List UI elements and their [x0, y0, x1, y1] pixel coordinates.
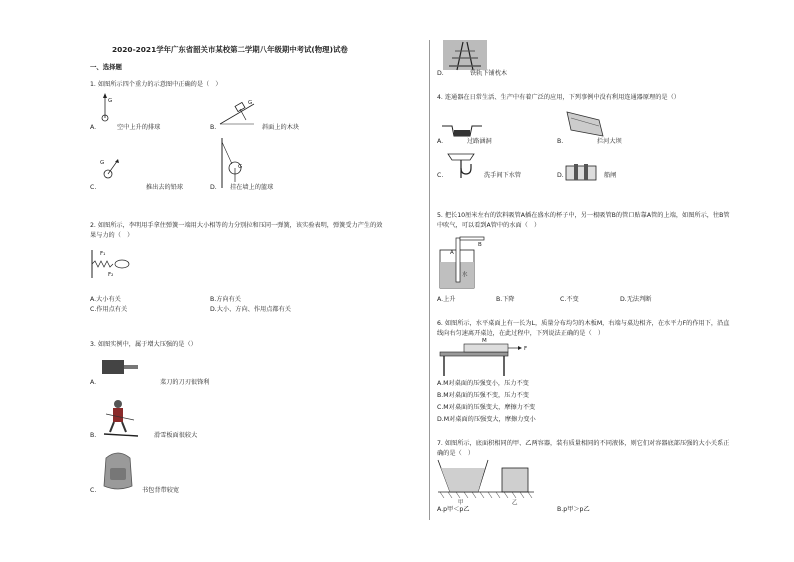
q1-g-label: G [108, 98, 113, 104]
q2-f1-label: F₁ [100, 251, 106, 257]
q3-figure-a [100, 356, 140, 382]
q3-option-c: 书包背带较宽 [142, 487, 180, 494]
q6-f-label: F [524, 346, 528, 352]
q7-option-a: A.p甲＜p乙 [437, 506, 470, 513]
q4-option-b: 拦河大坝 [597, 138, 622, 145]
q1-letter-c: C. [90, 184, 97, 191]
paper-title: 2020-2021学年广东省韶关市某校第二学期八年级期中考试(物理)试卷 [112, 45, 348, 54]
q2-option-b: B.方向有关 [210, 296, 241, 303]
q5-option-c: C.不变 [560, 296, 579, 303]
q6-option-d: D.M对桌面的压强变大，摩擦力变小 [437, 416, 536, 423]
q6-figure [438, 338, 538, 378]
q2-f2-label: F₂ [108, 272, 114, 278]
q4-stem: 4. 连通器在日常生活、生产中有着广泛的应用，下列事例中没有利用连通器原理的是（） [437, 94, 680, 101]
q5-a-label: A [450, 250, 454, 256]
q5-b-label: B [478, 242, 482, 248]
q2-option-a: A.大小有关 [90, 296, 121, 303]
q4-option-a: 过路涵洞 [467, 138, 492, 145]
q7-yi-label: 乙 [512, 500, 518, 506]
q2-option-d: D.大小、方向、作用点都有关 [210, 306, 291, 313]
q6-m-label: M [482, 338, 487, 344]
q1-g-label-b: G [248, 100, 253, 106]
q6-option-c: C.M对桌面的压强变大，摩擦力不变 [437, 404, 536, 411]
q4-option-c: 洗手间下水管 [484, 172, 522, 179]
q4-figure-c [446, 152, 476, 180]
q2-stem-line1: 2. 如图所示，李明用手拿住弹簧一端用大小相等的力分别拉和压同一弹簧，该实验表明，弹簧受力产生的效 [90, 222, 383, 229]
q6-stem-line1: 6. 如图所示，水平桌面上有一长为L，质量分布均匀的木板M，右端与桌边相齐，在水平力F的作用下，沿直 [437, 320, 730, 327]
q4-letter-a: A. [437, 138, 444, 145]
q3-option-a: 菜刀的刀刃很锋利 [160, 379, 210, 386]
q3-letter-b: B. [90, 432, 97, 439]
q2-figure [90, 246, 140, 286]
q4-letter-c: C. [437, 172, 444, 179]
q4-figure-d [566, 162, 596, 182]
q1-g-label-d: G [238, 164, 243, 170]
q1-stem: 1. 如图所示四个重力的示意图中正确的是（ ） [90, 81, 222, 88]
q4-figure-b [565, 108, 605, 140]
q7-option-b: B.p甲＞p乙 [557, 506, 590, 513]
q5-option-d: D.无法判断 [620, 296, 652, 303]
q7-jia-label: 甲 [458, 500, 464, 506]
q2-option-c: C.作用点有关 [90, 306, 128, 313]
q1-letter-b: B. [210, 124, 217, 131]
q7-stem-line1: 7. 如图所示，底面积相同的甲、乙两容器，装有质量相同的不同液体，则它们对容器底部压强的大小关系正 [437, 440, 730, 447]
q7-figure [438, 458, 538, 504]
q1-letter-d: D. [210, 184, 217, 191]
q6-stem-line2: 线向右匀速离开桌边，在此过程中，下列说法正确的是（ ） [437, 330, 605, 337]
q1-figure-c [96, 156, 126, 188]
q5-figure [438, 234, 488, 290]
q5-stem-line2: 中吹气，可以看到A管中的水面（ ） [437, 222, 541, 229]
section-heading: 一、选择题 [90, 63, 122, 71]
q1-figure-b [218, 98, 258, 128]
q3-option-d: 铁轨下铺枕木 [470, 70, 508, 77]
q5-stem-line1: 5. 把长10厘米左右的饮料吸管A插在盛水的杯子中，另一根吸管B的管口贴靠A管的上端，如图所示，往B管 [437, 212, 730, 219]
q5-option-a: A.上升 [437, 296, 456, 303]
q4-option-d: 船闸 [604, 172, 617, 179]
q2-stem-line2: 果与力的（ ） [90, 232, 134, 239]
q3-figure-c [100, 450, 136, 492]
q4-letter-b: B. [557, 138, 564, 145]
q1-figure-d [218, 138, 248, 190]
q6-option-b: B.M对桌面的压强不变，压力不变 [437, 392, 529, 399]
q1-g-label-c: G [100, 160, 105, 166]
q3-letter-c: C. [90, 487, 97, 494]
q3-stem: 3. 如图实例中，属于增大压强的是（） [90, 341, 197, 348]
q6-option-a: A.M对桌面的压强变小，压力不变 [437, 380, 529, 387]
q1-option-c: 推出去的铅球 [146, 184, 184, 191]
q1-option-a: 空中上升的排球 [117, 124, 161, 131]
q1-option-b: 斜面上的木块 [262, 124, 300, 131]
q3-letter-d: D. [437, 70, 444, 77]
q1-letter-a: A. [90, 124, 97, 131]
q4-letter-d: D. [557, 172, 564, 179]
q3-option-b: 滑雪板面很较大 [154, 432, 198, 439]
q3-figure-b [104, 398, 140, 442]
q5-water-label: 水 [462, 272, 468, 278]
q3-figure-d [443, 40, 487, 70]
column-divider [429, 40, 430, 520]
q5-option-b: B.下降 [496, 296, 515, 303]
q3-letter-a: A. [90, 379, 97, 386]
q7-stem-line2: 确的是（ ） [437, 450, 475, 457]
q1-option-d: 挂在墙上的篮球 [230, 184, 274, 191]
